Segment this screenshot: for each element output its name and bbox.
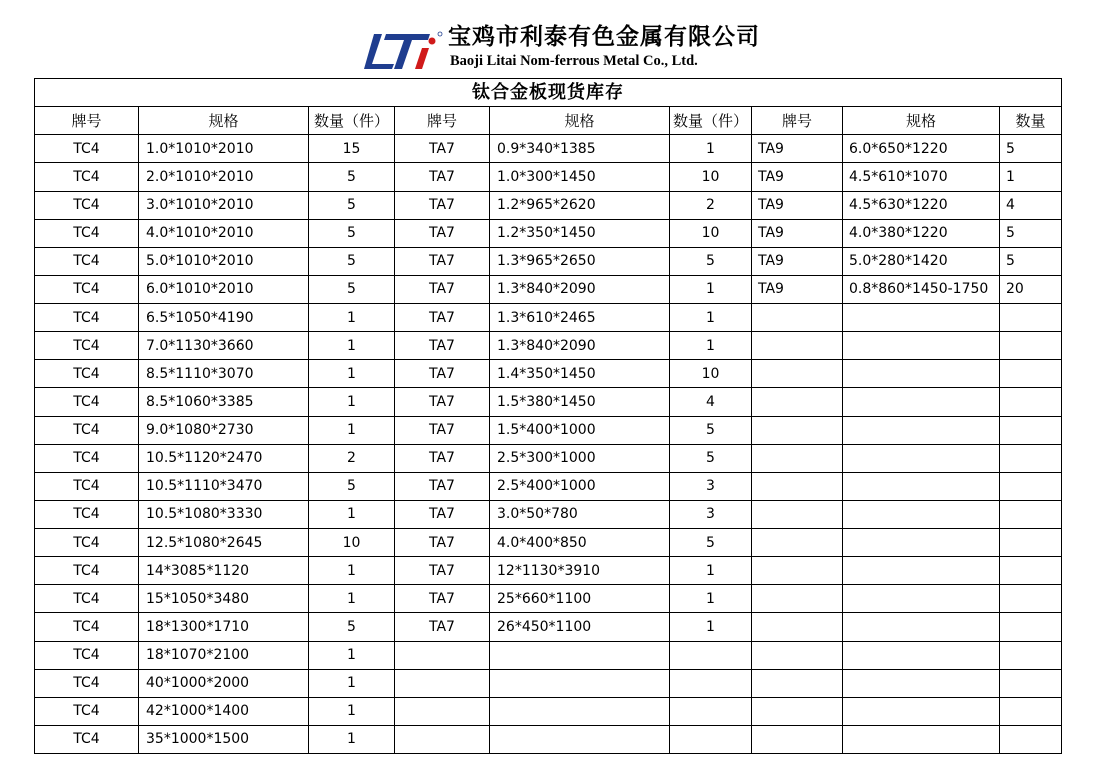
spec-cell: 4.5*630*1220 [843,191,1000,219]
grade-cell [752,557,843,585]
grade-cell: TC4 [35,697,139,725]
grade-cell [395,669,490,697]
quantity-cell [1000,529,1062,557]
table-row [35,444,1062,472]
quantity-cell: 5 [670,247,752,275]
quantity-cell: 2 [670,191,752,219]
quantity-cell: 5 [1000,135,1062,163]
grade-cell: TA9 [752,135,843,163]
table-row [35,191,1062,219]
header-quantity: 数量（件） [670,107,752,135]
quantity-cell [1000,360,1062,388]
quantity-cell: 5 [1000,219,1062,247]
table-row [35,416,1062,444]
spec-cell: 42*1000*1400 [139,697,309,725]
document-header [0,0,1096,76]
spec-cell [490,641,670,669]
spec-cell [843,697,1000,725]
grade-cell: TC4 [35,304,139,332]
quantity-cell: 10 [670,163,752,191]
quantity-cell: 3 [670,500,752,528]
header-quantity: 数量（件） [309,107,395,135]
table-row [35,585,1062,613]
quantity-cell: 4 [1000,191,1062,219]
quantity-cell [670,669,752,697]
grade-cell: TA9 [752,219,843,247]
spec-cell [843,585,1000,613]
header-grade: 牌号 [752,107,843,135]
quantity-cell: 1 [309,388,395,416]
quantity-cell: 1 [670,332,752,360]
grade-cell: TA9 [752,163,843,191]
grade-cell [752,332,843,360]
grade-cell: TA7 [395,472,490,500]
quantity-cell [1000,697,1062,725]
grade-cell: TA7 [395,585,490,613]
quantity-cell: 1 [670,557,752,585]
quantity-cell: 5 [309,613,395,641]
spec-cell: 1.3*610*2465 [490,304,670,332]
grade-cell [752,500,843,528]
spec-cell: 8.5*1060*3385 [139,388,309,416]
spec-cell: 1.5*400*1000 [490,416,670,444]
spec-cell: 15*1050*3480 [139,585,309,613]
table-title-row [35,79,1062,107]
quantity-cell [1000,472,1062,500]
table-row [35,613,1062,641]
company-name-english: Baoji Litai Nom-ferrous Metal Co., Ltd. [450,53,698,69]
quantity-cell [1000,388,1062,416]
grade-cell: TA9 [752,247,843,275]
quantity-cell: 1 [670,613,752,641]
header-grade: 牌号 [35,107,139,135]
quantity-cell: 20 [1000,275,1062,303]
grade-cell: TC4 [35,219,139,247]
grade-cell: TA7 [395,191,490,219]
spec-cell: 6.5*1050*4190 [139,304,309,332]
table-row [35,529,1062,557]
spec-cell: 4.0*380*1220 [843,219,1000,247]
inventory-table [34,78,1062,754]
spec-cell: 12.5*1080*2645 [139,529,309,557]
grade-cell [752,472,843,500]
spec-cell: 1.3*965*2650 [490,247,670,275]
grade-cell [752,585,843,613]
grade-cell [395,641,490,669]
spec-cell [843,444,1000,472]
quantity-cell: 5 [309,191,395,219]
table-row [35,163,1062,191]
table-row [35,388,1062,416]
grade-cell: TA7 [395,163,490,191]
grade-cell: TA7 [395,444,490,472]
grade-cell: TA9 [752,191,843,219]
spec-cell: 1.4*350*1450 [490,360,670,388]
grade-cell: TA7 [395,219,490,247]
spec-cell: 10.5*1110*3470 [139,472,309,500]
quantity-cell: 5 [309,247,395,275]
grade-cell: TC4 [35,135,139,163]
quantity-cell: 1 [670,304,752,332]
quantity-cell [1000,613,1062,641]
header-grade: 牌号 [395,107,490,135]
spec-cell [490,669,670,697]
quantity-cell: 4 [670,388,752,416]
quantity-cell [670,725,752,753]
grade-cell: TA7 [395,388,490,416]
spec-cell: 3.0*1010*2010 [139,191,309,219]
spec-cell: 6.0*1010*2010 [139,275,309,303]
quantity-cell [1000,585,1062,613]
spec-cell: 2.0*1010*2010 [139,163,309,191]
grade-cell [752,697,843,725]
quantity-cell: 1 [309,557,395,585]
grade-cell: TA7 [395,557,490,585]
spec-cell: 25*660*1100 [490,585,670,613]
table-row [35,725,1062,753]
quantity-cell [1000,332,1062,360]
table-row [35,669,1062,697]
grade-cell: TC4 [35,529,139,557]
quantity-cell: 1 [670,585,752,613]
grade-cell: TA7 [395,275,490,303]
spec-cell [843,332,1000,360]
spec-cell [843,304,1000,332]
spec-cell: 6.0*650*1220 [843,135,1000,163]
company-logo [360,30,444,70]
quantity-cell: 1 [309,304,395,332]
quantity-cell [1000,669,1062,697]
spec-cell [843,360,1000,388]
quantity-cell [1000,557,1062,585]
table-title: 钛合金板现货库存 [35,79,1062,107]
company-name-chinese: 宝鸡市利泰有色金属有限公司 [448,24,760,50]
grade-cell: TC4 [35,641,139,669]
grade-cell [752,725,843,753]
spec-cell: 7.0*1130*3660 [139,332,309,360]
table-row [35,247,1062,275]
spec-cell: 2.5*300*1000 [490,444,670,472]
quantity-cell: 1 [309,669,395,697]
quantity-cell: 5 [309,472,395,500]
quantity-cell: 2 [309,444,395,472]
grade-cell: TC4 [35,585,139,613]
spec-cell: 14*3085*1120 [139,557,309,585]
quantity-cell: 5 [309,219,395,247]
grade-cell [752,641,843,669]
grade-cell: TC4 [35,557,139,585]
spec-cell [843,557,1000,585]
spec-cell: 0.8*860*1450-1750 [843,275,1000,303]
spec-cell: 35*1000*1500 [139,725,309,753]
spec-cell: 9.0*1080*2730 [139,416,309,444]
table-row [35,641,1062,669]
spec-cell [843,529,1000,557]
table-row [35,500,1062,528]
grade-cell: TA7 [395,135,490,163]
quantity-cell: 1 [1000,163,1062,191]
table-row [35,472,1062,500]
spec-cell [843,725,1000,753]
quantity-cell: 15 [309,135,395,163]
spec-cell: 2.5*400*1000 [490,472,670,500]
quantity-cell: 10 [309,529,395,557]
grade-cell: TA7 [395,304,490,332]
spec-cell: 26*450*1100 [490,613,670,641]
table-row [35,332,1062,360]
grade-cell [752,669,843,697]
quantity-cell: 1 [309,697,395,725]
grade-cell [752,388,843,416]
quantity-cell: 5 [670,529,752,557]
quantity-cell: 5 [670,444,752,472]
spec-cell: 1.2*965*2620 [490,191,670,219]
header-spec: 规格 [843,107,1000,135]
grade-cell [395,725,490,753]
grade-cell: TA7 [395,613,490,641]
spec-cell: 40*1000*2000 [139,669,309,697]
grade-cell: TC4 [35,360,139,388]
table-row [35,219,1062,247]
grade-cell [752,304,843,332]
quantity-cell: 1 [309,416,395,444]
grade-cell: TC4 [35,275,139,303]
quantity-cell [1000,500,1062,528]
grade-cell: TA7 [395,247,490,275]
grade-cell: TC4 [35,613,139,641]
grade-cell: TC4 [35,669,139,697]
quantity-cell: 5 [1000,247,1062,275]
table-row [35,135,1062,163]
spec-cell [843,641,1000,669]
table-row [35,557,1062,585]
grade-cell: TA7 [395,332,490,360]
spec-cell: 10.5*1120*2470 [139,444,309,472]
spec-cell: 1.2*350*1450 [490,219,670,247]
spec-cell: 10.5*1080*3330 [139,500,309,528]
spec-cell [843,669,1000,697]
grade-cell: TC4 [35,247,139,275]
table-row [35,697,1062,725]
quantity-cell: 1 [309,500,395,528]
grade-cell: TA7 [395,500,490,528]
grade-cell [752,444,843,472]
spec-cell [490,725,670,753]
spec-cell: 1.3*840*2090 [490,275,670,303]
grade-cell: TC4 [35,416,139,444]
quantity-cell [1000,641,1062,669]
quantity-cell: 3 [670,472,752,500]
quantity-cell [670,697,752,725]
quantity-cell: 5 [670,416,752,444]
quantity-cell: 1 [309,332,395,360]
grade-cell: TC4 [35,472,139,500]
spec-cell: 18*1300*1710 [139,613,309,641]
grade-cell: TC4 [35,332,139,360]
quantity-cell: 5 [309,163,395,191]
grade-cell: TA7 [395,529,490,557]
spec-cell [490,697,670,725]
table-header-row [35,107,1062,135]
quantity-cell: 1 [309,641,395,669]
spec-cell: 12*1130*3910 [490,557,670,585]
grade-cell [395,697,490,725]
quantity-cell [1000,304,1062,332]
grade-cell: TA9 [752,275,843,303]
quantity-cell: 1 [670,275,752,303]
grade-cell: TC4 [35,388,139,416]
grade-cell: TC4 [35,500,139,528]
grade-cell: TA7 [395,416,490,444]
quantity-cell: 5 [309,275,395,303]
quantity-cell [670,641,752,669]
grade-cell: TC4 [35,191,139,219]
spec-cell [843,613,1000,641]
spec-cell: 4.0*1010*2010 [139,219,309,247]
table-row [35,360,1062,388]
grade-cell [752,416,843,444]
spec-cell [843,416,1000,444]
quantity-cell: 10 [670,219,752,247]
grade-cell [752,529,843,557]
spec-cell: 5.0*280*1420 [843,247,1000,275]
spec-cell: 8.5*1110*3070 [139,360,309,388]
grade-cell [752,360,843,388]
grade-cell: TC4 [35,163,139,191]
quantity-cell: 1 [670,135,752,163]
spec-cell: 3.0*50*780 [490,500,670,528]
spec-cell: 1.5*380*1450 [490,388,670,416]
quantity-cell [1000,416,1062,444]
table-row [35,275,1062,303]
grade-cell: TA7 [395,360,490,388]
header-quantity: 数量 [1000,107,1062,135]
grade-cell: TC4 [35,444,139,472]
spec-cell: 4.0*400*850 [490,529,670,557]
spec-cell: 1.3*840*2090 [490,332,670,360]
spec-cell: 5.0*1010*2010 [139,247,309,275]
header-spec: 规格 [490,107,670,135]
spec-cell: 1.0*1010*2010 [139,135,309,163]
spec-cell: 0.9*340*1385 [490,135,670,163]
spec-cell: 1.0*300*1450 [490,163,670,191]
quantity-cell [1000,725,1062,753]
grade-cell [752,613,843,641]
spec-cell [843,500,1000,528]
grade-cell: TC4 [35,725,139,753]
table-row [35,304,1062,332]
spec-cell: 4.5*610*1070 [843,163,1000,191]
quantity-cell: 1 [309,585,395,613]
spec-cell [843,472,1000,500]
quantity-cell: 1 [309,725,395,753]
header-spec: 规格 [139,107,309,135]
quantity-cell [1000,444,1062,472]
spec-cell: 18*1070*2100 [139,641,309,669]
quantity-cell: 10 [670,360,752,388]
quantity-cell: 1 [309,360,395,388]
spec-cell [843,388,1000,416]
